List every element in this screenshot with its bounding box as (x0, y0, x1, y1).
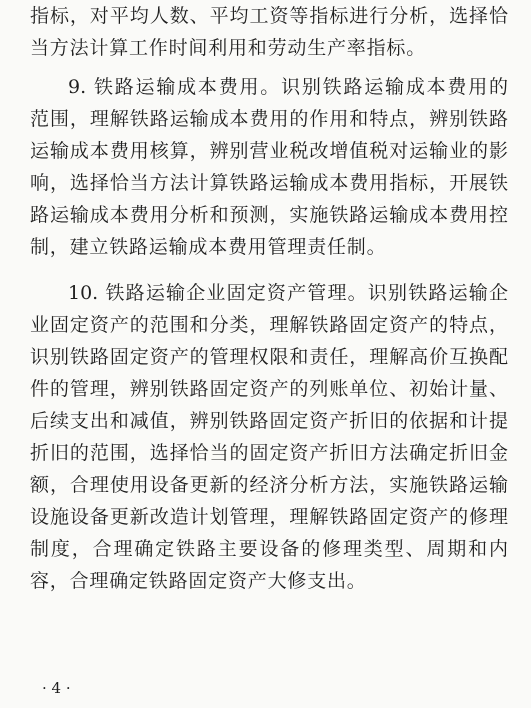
text-line: 10. 铁路运输企业固定资产管理。识别铁路运输企 (68, 282, 508, 304)
text-line: 制，建立铁路运输成本费用管理责任制。 (30, 236, 387, 258)
page-number: · 4 · (42, 679, 71, 697)
text-line: 响，选择恰当方法计算铁路运输成本费用指标，开展铁 (30, 172, 508, 194)
text-line: 后续支出和减值，辨别铁路固定资产折旧的依据和计提 (30, 410, 508, 432)
text-line: 件的管理，辨别铁路固定资产的列账单位、初始计量、 (30, 378, 508, 400)
text-line: 识别铁路固定资产的管理权限和责任，理解高价互换配 (30, 346, 508, 368)
text-line: 路运输成本费用分析和预测，实施铁路运输成本费用控 (30, 204, 508, 226)
text-line: 范围，理解铁路运输成本费用的作用和特点，辨别铁路 (30, 108, 508, 130)
document-page (30, 0, 508, 597)
text-line: 运输成本费用核算，辨别营业税改增值税对运输业的影 (30, 140, 508, 162)
text-line: 设施设备更新改造计划管理，理解铁路固定资产的修理 (30, 506, 508, 528)
text-line: 制度，合理确定铁路主要设备的修理类型、周期和内 (30, 538, 508, 560)
paragraph-item-9 (30, 71, 508, 263)
paragraph-continued (30, 0, 508, 64)
paragraph-item-10 (30, 277, 508, 597)
text-line: 指标，对平均人数、平均工资等指标进行分析，选择恰 (30, 5, 508, 27)
text-line: 业固定资产的范围和分类，理解铁路固定资产的特点， (30, 314, 508, 336)
text-line: 当方法计算工作时间利用和劳动生产率指标。 (30, 37, 427, 59)
text-line: 9. 铁路运输成本费用。识别铁路运输成本费用的 (68, 76, 508, 98)
text-line: 折旧的范围，选择恰当的固定资产折旧方法确定折旧金 (30, 442, 508, 464)
text-line: 额，合理使用设备更新的经济分析方法，实施铁路运输 (30, 474, 508, 496)
text-line: 容，合理确定铁路固定资产大修支出。 (30, 570, 367, 592)
